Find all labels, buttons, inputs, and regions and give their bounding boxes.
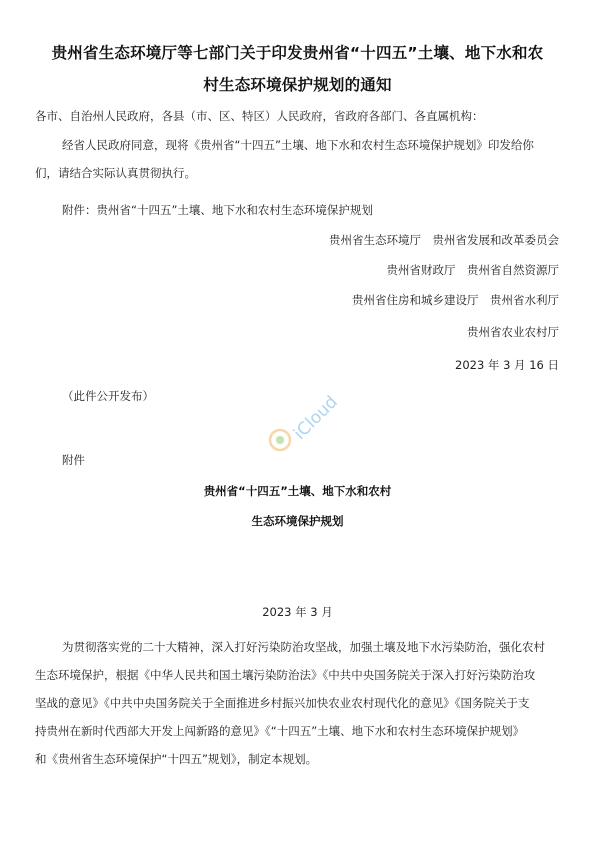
- signer-line-1: 贵州省生态环境厅 贵州省发展和改革委员会: [329, 233, 559, 247]
- plan-title-line-2: 生态环境保护规划: [251, 514, 344, 528]
- issue-date: 2023 年 3 月 16 日: [455, 358, 559, 372]
- icloud-watermark: [262, 382, 342, 462]
- plan-body-line-5: 和《贵州省生态环境保护“十四五”规划》，制定本规划。: [35, 752, 318, 766]
- signer-line-4: 贵州省农业农村厅: [467, 325, 559, 339]
- plan-body-line-1: 为贯彻落实党的二十大精神，深入打好污染防治攻坚战，加强土壤及地下水污染防治，强化农村: [62, 640, 545, 654]
- salutation: 各市、自治州人民政府，各县（市、区、特区）人民政府，省政府各部门、各直属机构：: [35, 109, 484, 123]
- watermark-text: iCloud: [289, 392, 342, 444]
- notice-title-line-1: 贵州省生态环境厅等七部门关于印发贵州省“十四五”土壤、地下水和农: [51, 44, 544, 62]
- plan-body-line-2: 生态环境保护，根据《中华人民共和国土壤污染防治法》《中共中央国务院关于深入打好污染防治攻: [35, 668, 536, 682]
- publish-note: （此件公开发布）: [62, 389, 154, 403]
- plan-title-line-1: 贵州省“十四五”土壤、地下水和农村: [203, 484, 392, 498]
- plan-date: 2023 年 3 月: [262, 605, 333, 619]
- signer-line-3: 贵州省住房和城乡建设厅 贵州省水利厅: [352, 293, 559, 307]
- signer-line-2: 贵州省财政厅 贵州省自然资源厅: [386, 263, 559, 277]
- plan-body-line-3: 坚战的意见》《中共中央国务院关于全面推进乡村振兴加快农业农村现代化的意见》《国务院关于支: [35, 696, 530, 710]
- notice-title-line-2: 村生态环境保护规划的通知: [203, 76, 392, 94]
- body-line-1: 经省人民政府同意，现将《贵州省“十四五”土壤、地下水和农村生态环境保护规划》印发给你: [62, 138, 534, 152]
- attachment-label: 附件: [62, 453, 85, 467]
- watermark-dot-icon: [276, 436, 284, 444]
- attachment-note: 附件：贵州省“十四五”土壤、地下水和农村生态环境保护规划: [62, 203, 373, 217]
- notice-title: [30, 37, 565, 101]
- body-line-2: 们，请结合实际认真贯彻执行。: [35, 166, 196, 180]
- plan-body-line-4: 持贵州在新时代西部大开发上闯新路的意见》《“十四五”土壤、地下水和农村生态环境保护规划》: [35, 724, 525, 738]
